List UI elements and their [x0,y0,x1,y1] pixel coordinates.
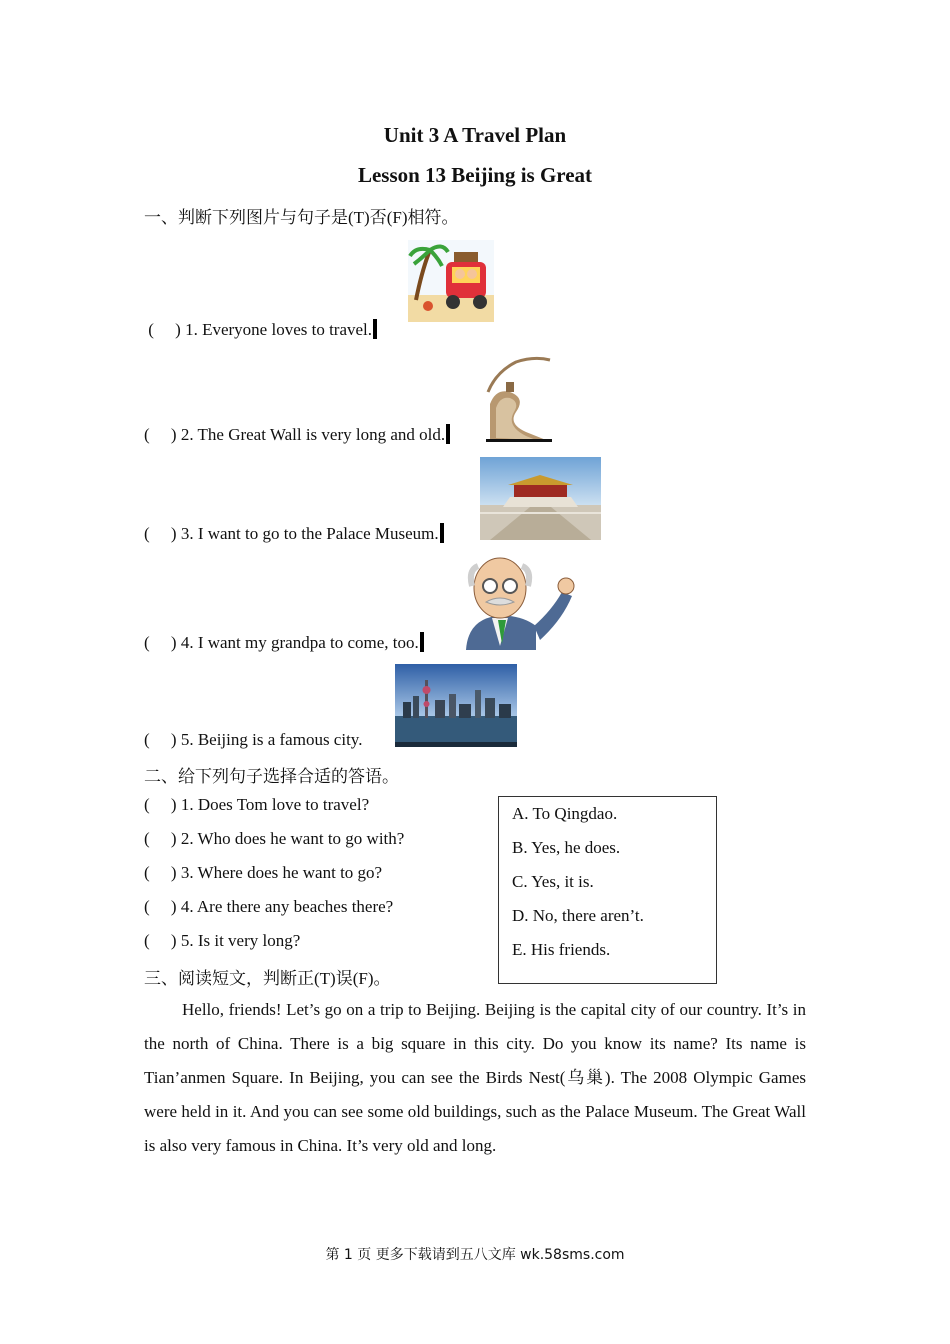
s1-item-4 [144,632,424,653]
s2-question-4-blank[interactable]: ( ) [144,897,181,916]
answer-option-a: A. To Qingdao. [512,804,618,823]
s2-question-5-text: 5. Is it very long? [180,931,301,950]
s1-item-2-text: 2. The Great Wall is very long and old. [180,425,446,444]
palace-museum-image [480,457,601,540]
s2-question-1-blank[interactable]: ( ) [144,795,181,814]
s1-item-5 [144,730,362,750]
section3-heading: 三、阅读短文，判断正(T)误(F)。 [144,969,391,988]
s1-item-2-blank[interactable]: ( ) [144,425,181,444]
section2-heading: 二、给下列句子选择合适的答语。 [144,767,399,786]
city-skyline-image [395,664,517,747]
answer-option-b: B. Yes, he does. [512,838,621,857]
s1-item-3 [144,523,444,544]
unit-title: Unit 3 A Travel Plan [383,123,567,147]
answer-options-box [498,796,717,984]
s1-item-5-text: 5. Beijing is a famous city. [180,730,363,749]
s2-question-5-blank[interactable]: ( ) [144,931,181,950]
s2-question-2-blank[interactable]: ( ) [144,829,181,848]
answer-option-e: E. His friends. [512,940,611,959]
s2-question-2-text: 2. Who does he want to go with? [180,829,405,848]
s2-question-2 [144,829,404,849]
s2-question-1 [144,795,369,815]
s1-item-3-text: 3. I want to go to the Palace Museum. [180,524,439,543]
great-wall-image [486,352,552,442]
s2-question-1-text: 1. Does Tom love to travel? [180,795,370,814]
section1-heading: 一、判断下列图片与句子是(T)否(F)相符。 [144,208,459,227]
cursor-mark [373,319,377,339]
s2-question-3-blank[interactable]: ( ) [144,863,181,882]
travel-car-image [408,240,494,322]
s2-question-3-text: 3. Where does he want to go? [180,863,383,882]
answer-option-c: C. Yes, it is. [512,872,594,891]
s1-item-1 [144,319,377,340]
cursor-mark [446,424,450,444]
s1-item-1-text: 1. Everyone loves to travel. [185,320,373,339]
s1-item-4-blank[interactable]: ( ) [144,633,181,652]
page-footer: 第 1 页 更多下载请到五八文库 wk.58sms.com [325,1247,625,1263]
reading-passage: Hello, friends! Let’s go on a trip to Beijing. Beijing is the capital city of our country. It’s in the north of China. There is a big square in this city. Do you know its name? Its name is Tian’anmen Square. In Beijing, you can see the Birds Nest(乌巢). The 2008 Olympic Games were held in it. And you can see some old buildings, such as the Palace Museum. The Great Wall is also very famous in China. It’s very old and long. [144,1000,806,1155]
s1-item-1-blank[interactable]: ( ) [144,320,186,339]
lesson-title: Lesson 13 Beijing is Great [357,163,593,187]
cursor-mark [440,523,444,543]
grandpa-image [456,556,576,650]
s1-item-3-blank[interactable]: ( ) [144,524,181,543]
s1-item-4-text: 4. I want my grandpa to come, too. [180,633,419,652]
answer-option-d: D. No, there aren’t. [512,906,644,925]
cursor-mark [420,632,424,652]
s2-question-4-text: 4. Are there any beaches there? [180,897,394,916]
s2-question-3 [144,863,382,883]
s1-item-5-blank[interactable]: ( ) [144,730,181,749]
s2-question-4 [144,897,393,917]
s1-item-2 [144,424,450,445]
s2-question-5 [144,931,300,951]
